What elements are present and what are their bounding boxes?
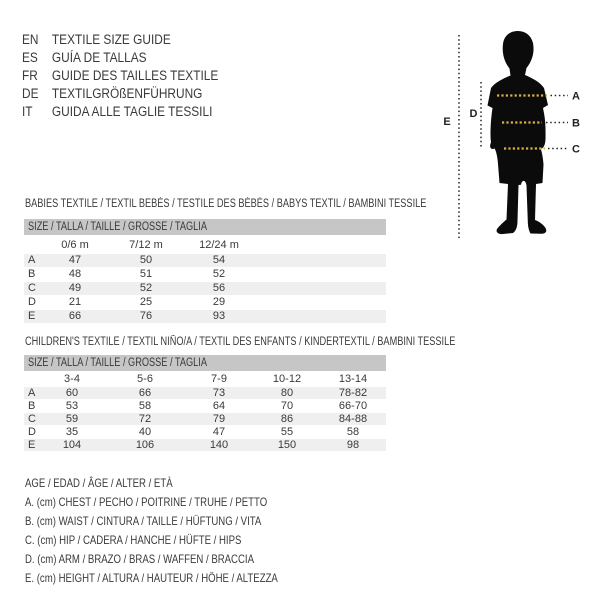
figure-label-c: C [572, 143, 580, 156]
language-code: DE [22, 86, 39, 101]
cell: 64 [212, 400, 226, 412]
column-header: 7-9 [211, 373, 227, 385]
cell: 49 [68, 282, 82, 294]
cell: 54 [212, 254, 226, 266]
language-label: GUIDA ALLE TAGLIE TESSILI [51, 104, 213, 119]
cell: 56 [212, 282, 226, 294]
cell: 80 [280, 387, 294, 399]
row-label: B [28, 268, 36, 280]
language-row [22, 31, 218, 49]
language-row [22, 85, 218, 103]
cell: 50 [139, 254, 153, 266]
language-code: IT [22, 104, 33, 119]
row-label: C [28, 282, 36, 294]
row-label: E [28, 439, 36, 451]
row-label-spacer [24, 373, 40, 386]
column-header: 0/6 m [61, 239, 89, 251]
cell: 66-70 [338, 400, 368, 412]
row-label: E [28, 310, 36, 322]
language-label: TEXTILGRÖßENFÜHRUNG [51, 86, 203, 101]
measurement-legend [25, 474, 341, 588]
cell: 60 [65, 387, 79, 399]
language-list [22, 31, 245, 121]
cell: 84-88 [338, 413, 368, 425]
cell: 106 [135, 439, 155, 451]
cell: 86 [280, 413, 294, 425]
column-header-row [24, 373, 386, 386]
cell: 79 [212, 413, 226, 425]
table-row [24, 439, 386, 451]
size-header-label: SIZE / TALLA / TAILLE / GRÖSSE / TAGLIA [28, 357, 207, 369]
cell: 140 [209, 439, 229, 451]
language-code: FR [22, 68, 38, 83]
column-header: 5-6 [137, 373, 153, 385]
cell: 52 [139, 282, 153, 294]
cell: 55 [280, 426, 294, 438]
column-header: 3-4 [64, 373, 80, 385]
table-row [24, 254, 386, 267]
cell: 72 [138, 413, 152, 425]
cell: 40 [138, 426, 152, 438]
figure-label-d: D [469, 108, 478, 120]
table-row [24, 426, 386, 438]
size-header-bar [24, 355, 386, 371]
cell: 66 [138, 387, 152, 399]
cell: 78-82 [338, 387, 368, 399]
babies-size-table [24, 219, 386, 324]
language-label: GUIDE DES TAILLES TEXTILE [51, 68, 219, 83]
row-label-spacer [24, 238, 40, 253]
column-header: 10-12 [272, 373, 302, 385]
column-header: 13-14 [338, 373, 368, 385]
column-header-row [24, 238, 386, 253]
size-figure [435, 18, 595, 248]
cell: 104 [62, 439, 82, 451]
row-label: B [28, 400, 36, 412]
table-row [24, 268, 386, 281]
language-label: TEXTILE SIZE GUIDE [51, 32, 171, 47]
figure-label-a: A [572, 90, 580, 103]
column-header: 12/24 m [199, 239, 239, 251]
row-label: D [28, 426, 36, 438]
language-row [22, 67, 218, 85]
cell: 58 [346, 426, 360, 438]
babies-section-title: BABIES TEXTILE / TEXTIL BEBÉS / TESTILE DES BÉBÉS / BABYS TEXTIL / BAMBINI TESSILE [25, 198, 427, 210]
cell: 76 [139, 310, 153, 322]
row-label: D [28, 296, 36, 308]
row-label: A [28, 254, 36, 266]
legend-item-hip: C. (cm) HIP / CADERA / HANCHE / HÜFTE / HIPS [25, 533, 242, 547]
cell: 47 [212, 426, 226, 438]
cell: 29 [212, 296, 226, 308]
table-row [24, 296, 386, 309]
cell: 70 [280, 400, 294, 412]
table-row [24, 282, 386, 295]
cell: 51 [139, 268, 153, 280]
language-row [22, 49, 218, 67]
cell: 52 [212, 268, 226, 280]
size-header-label: SIZE / TALLA / TAILLE / GRÖSSE / TAGLIA [28, 221, 207, 233]
language-row [22, 103, 218, 121]
language-label: GUÍA DE TALLAS [51, 50, 147, 65]
cell: 98 [346, 439, 360, 451]
cell: 58 [138, 400, 152, 412]
legend-age-line: AGE / EDAD / ÂGE / ALTER / ETÀ [25, 476, 173, 490]
cell: 59 [65, 413, 79, 425]
child-silhouette-icon [488, 31, 549, 234]
figure-label-b: B [572, 117, 580, 130]
legend-item-waist: B. (cm) WAIST / CINTURA / TAILLE / HÜFTUNG / VITA [25, 514, 262, 528]
cell: 47 [68, 254, 82, 266]
table-row [24, 400, 386, 412]
language-code: EN [22, 32, 39, 47]
table-row [24, 387, 386, 399]
cell: 150 [277, 439, 297, 451]
table-row [24, 413, 386, 425]
legend-item-arm: D. (cm) ARM / BRAZO / BRAS / WAFFEN / BRACCIA [25, 552, 254, 566]
cell: 66 [68, 310, 82, 322]
row-label: A [28, 387, 36, 399]
legend-item-height: E. (cm) HEIGHT / ALTURA / HAUTEUR / HÖHE / ALTEZZA [25, 571, 278, 585]
cell: 93 [212, 310, 226, 322]
cell: 53 [65, 400, 79, 412]
size-header-bar [24, 219, 386, 235]
cell: 48 [68, 268, 82, 280]
language-code: ES [22, 50, 38, 65]
legend-item-chest: A. (cm) CHEST / PECHO / POITRINE / TRUHE / PETTO [25, 495, 268, 509]
row-label: C [28, 413, 36, 425]
cell: 35 [65, 426, 79, 438]
children-size-table [24, 355, 386, 452]
table-row [24, 310, 386, 323]
cell: 25 [139, 296, 153, 308]
children-section-title: CHILDREN'S TEXTILE / TEXTIL NIÑO/A / TEXTIL DES ENFANTS / KINDERTEXTIL / BAMBINI TESSILE [25, 336, 456, 348]
cell: 73 [212, 387, 226, 399]
figure-label-e: E [443, 116, 451, 128]
cell: 21 [68, 296, 82, 308]
column-header: 7/12 m [129, 239, 163, 251]
